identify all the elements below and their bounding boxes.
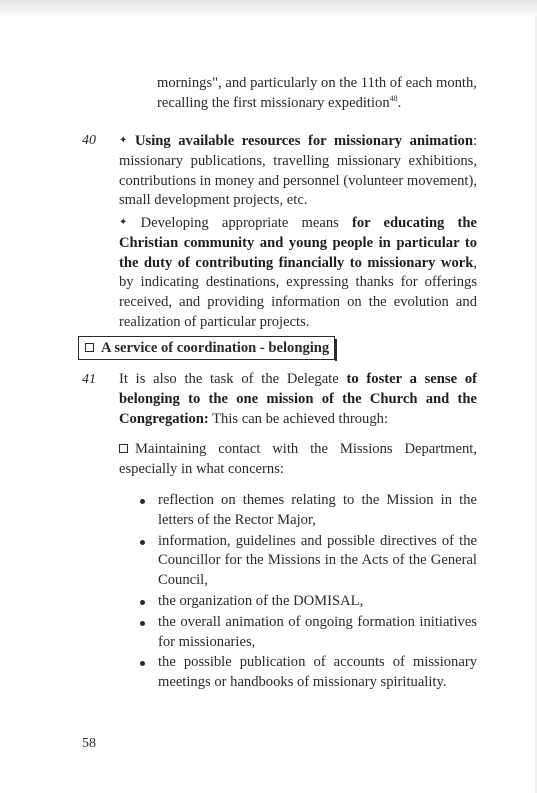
paragraph-40b [119,213,477,333]
paragraph-40b-text-1: Developing appropriate means [140,215,352,231]
maintaining-text: Maintaining contact with the Missions Department, especially in what concerns: [119,441,477,477]
paragraph-number-41: 41 [82,372,96,387]
list-item: the overall animation of ongoing formation initiatives for missionaries, [138,613,477,653]
paragraph-41-text-2: This can be achieved through: [208,410,388,427]
section-heading-coordination [78,336,335,360]
continuation-line-1: mornings", and particularly on the 11th of each month, [157,75,477,91]
paragraph-40b-text-2: , by indicating destinations, expressing thanks for offerings received, and providing information on the evolution and realization of particular projects. [119,254,477,330]
page-number: 58 [82,736,96,751]
diamond-bullet-icon: ✦ [119,135,128,146]
footnote-ref-48: 48 [389,93,398,103]
paragraph-41-bold: to foster a sense of belonging to the one mission of the Church and the Congregation: [119,371,477,427]
list-item: information, guidelines and possible directives of the Councillor for the Missions in the Acts of the General Council, [138,532,477,591]
continuation-paragraph [157,74,477,114]
list-item: the organization of the DOMISAL, [138,592,477,612]
paragraph-40 [119,131,477,211]
paragraph-41 [119,370,477,429]
continuation-line-2: recalling the first missionary expedition [157,94,390,111]
list-item: reflection on themes relating to the Mission in the letters of the Rector Major, [138,491,477,531]
paragraph-number-40: 40 [82,133,96,148]
concerns-bullet-list [138,491,477,694]
checkbox-square-icon [85,343,94,352]
diamond-bullet-icon: ✦ [119,217,128,228]
scan-top-band [0,0,537,16]
list-item: the possible publication of accounts of missionary meetings or handbooks of missionary spirituality. [138,653,477,693]
paragraph-40-bold: Using available resources for missionary animation [134,133,473,149]
section-heading-label: A service of coordination - belonging [101,340,330,356]
continuation-end: . [397,94,402,111]
paragraph-maintaining [119,440,477,480]
paragraph-40b-bold: for educating the Christian community and young people in particular to the duty of contributing financially to missionary work [119,215,478,271]
checkbox-square-icon [119,444,128,453]
paragraph-40-text: : missionary publications, travelling missionary exhibitions, contributions in money and personnel (volunteer movement), small development projects, etc. [119,133,477,209]
paragraph-41-text-1: It is also the task of the Delegate [119,371,347,387]
